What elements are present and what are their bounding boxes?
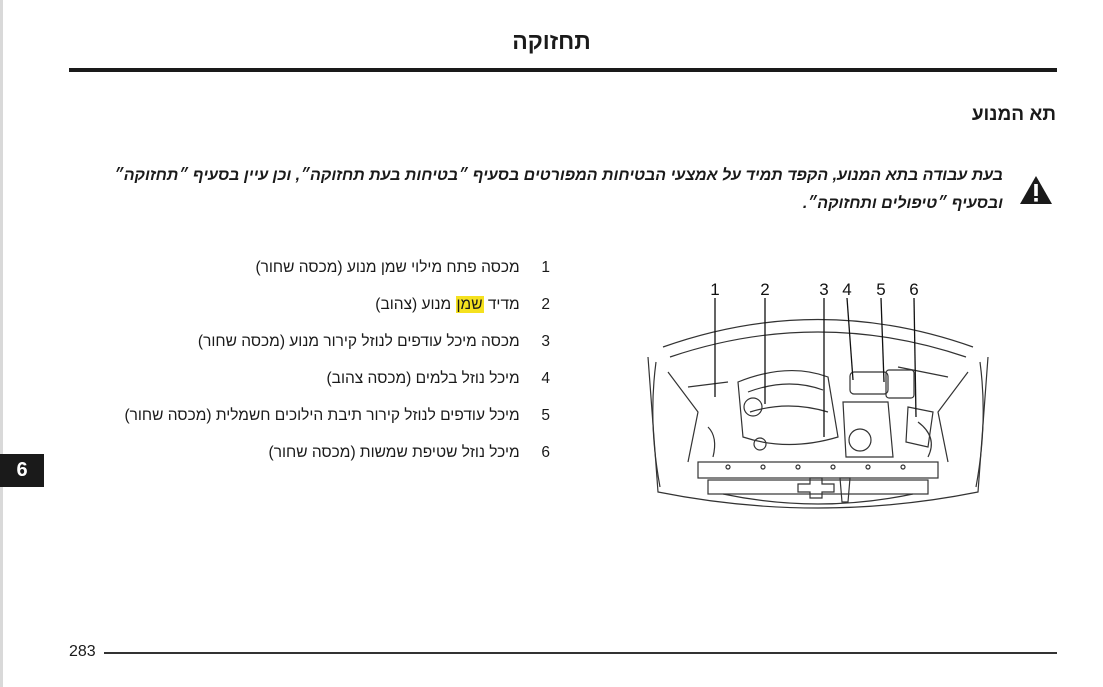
legend-item [70,441,550,478]
page-number: 283 [69,643,96,660]
engine-compartment-diagram [588,262,1048,524]
warning-line-2: ובסעיף ״טיפולים ותחזוקה״. [802,195,1003,212]
callout-6: 6 [909,280,919,299]
footer-divider [104,652,1057,654]
legend-number: 6 [541,444,550,461]
legend-number: 3 [541,333,550,350]
legend-text: מכסה פתח מילוי שמן מנוע (מכסה שחור) [255,259,520,276]
warning-line-1: בעת עבודה בתא המנוע, הקפד תמיד על אמצעי הבטיחות המפורטים בסעיף ״בטיחות בעת תחזוקה״, וכן עיין בסעיף ״תחזוקה״ [113,167,1003,184]
legend-number: 5 [541,407,550,424]
legend-text: מיכל נוזל בלמים (מכסה צהוב) [326,370,520,387]
legend-text: מכסה מיכל עודפים לנוזל קירור מנוע (מכסה שחור) [197,333,520,350]
legend-number: 2 [541,296,550,313]
legend-number: 1 [541,259,550,276]
warning-triangle-icon [1019,175,1053,205]
legend-item [70,367,550,404]
legend-text-post: מנוע (צהוב) [375,296,456,313]
callout-5: 5 [876,280,886,299]
header-divider [69,68,1057,72]
search-highlight: שמן [456,296,483,313]
callout-1: 1 [710,280,720,299]
section-title: תא המנוע [971,104,1056,125]
legend-text: מיכל עודפים לנוזל קירור תיבת הילוכים חשמלית (מכסה שחור) [124,407,520,424]
legend-text: מיכל נוזל שטיפת שמשות (מכסה שחור) [268,444,520,461]
legend-item [70,256,550,293]
callout-4: 4 [842,280,852,299]
legend-number: 4 [541,370,550,387]
callout-3: 3 [819,280,829,299]
legend-text [375,296,519,313]
legend-item [70,330,550,367]
legend-item [70,293,550,330]
legend-text-pre: מדיד [483,296,520,313]
chapter-tab: 6 [0,454,44,487]
page-edge [0,0,3,687]
legend-item [70,404,550,441]
component-legend [70,256,550,478]
warning-note [63,162,1003,218]
callout-2: 2 [760,280,770,299]
page-title: תחזוקה [512,28,591,54]
